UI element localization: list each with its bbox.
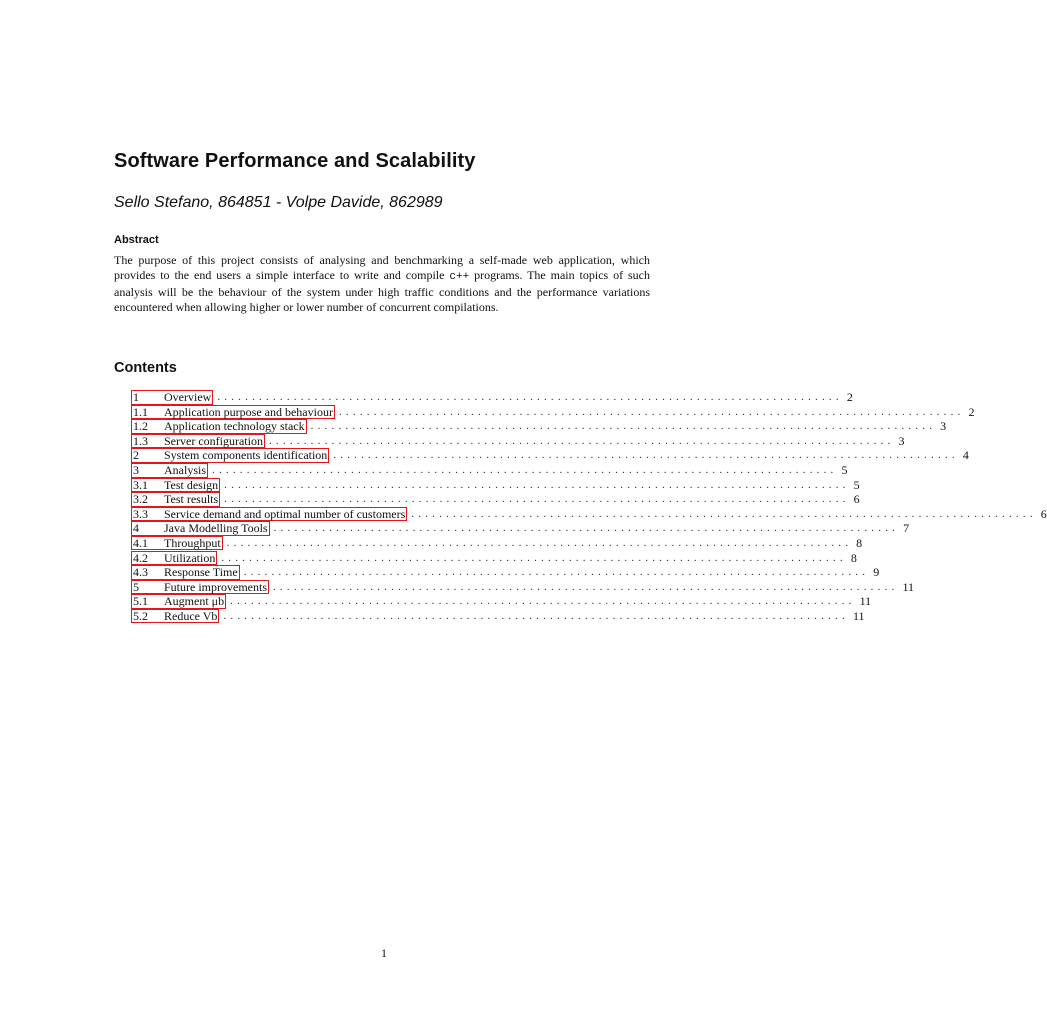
toc-entry-5[interactable] (132, 579, 915, 595)
toc-page-number: 8 (850, 550, 857, 565)
toc-entry-4-3[interactable] (132, 565, 880, 580)
toc-number: 3.3 (133, 506, 148, 521)
toc-page-number: 7 (903, 521, 910, 536)
abstract-text (114, 253, 650, 315)
toc-page-number: 3 (940, 419, 947, 434)
toc-page-number: 5 (841, 462, 848, 477)
toc-entry-5-1[interactable] (132, 594, 872, 609)
toc-label: Server configuration (164, 433, 263, 448)
toc-link-4-2[interactable] (131, 551, 217, 566)
toc-entry-2[interactable] (132, 448, 969, 463)
toc-label: Test design (164, 477, 219, 492)
toc-entry-4[interactable] (132, 521, 910, 536)
toc-page-number: 4 (962, 448, 969, 463)
toc-number: 5 (133, 579, 139, 594)
toc-label: Test results (164, 492, 219, 507)
toc-leader-dots: .......................................................................................... (224, 478, 850, 491)
toc-number: 5.2 (133, 608, 148, 623)
toc-link-4[interactable] (131, 521, 270, 536)
toc-page-number: 6 (853, 492, 860, 507)
toc-link-4-1[interactable] (131, 536, 223, 551)
toc-leader-dots: .......................................................................................... (310, 420, 937, 433)
toc-page-number: 11 (859, 594, 872, 609)
toc-leader-dots: .......................................................................................... (273, 522, 900, 535)
toc-entry-3-2[interactable] (132, 492, 860, 507)
toc-leader-dots: .......................................................................................... (243, 566, 870, 579)
contents-heading: Contents (114, 360, 177, 376)
toc-number: 1.1 (133, 404, 148, 419)
toc-leader-dots: .......................................................................................... (212, 463, 838, 476)
toc-label: Future improvements (164, 579, 267, 594)
toc-entry-1-3[interactable] (132, 433, 905, 449)
toc-number: 4.1 (133, 535, 148, 550)
toc-label: Overview (164, 390, 212, 404)
paper-title: Software Performance and Scalability (114, 150, 476, 172)
toc-entry-3[interactable] (132, 462, 848, 478)
toc-number: 4.3 (133, 565, 148, 580)
toc-link-4-3[interactable] (131, 565, 240, 580)
toc-number: 5.1 (133, 594, 148, 609)
toc-label: Utilization (164, 550, 216, 565)
toc-link-5-2[interactable] (131, 609, 219, 624)
toc-label: Analysis (164, 462, 206, 477)
toc-entry-3-3[interactable] (132, 506, 1047, 522)
toc-leader-dots: .......................................................................................... (333, 449, 959, 462)
footer-page-number: 1 (381, 946, 387, 960)
authors-line: Sello Stefano, 864851 - Volpe Davide, 862989 (114, 194, 443, 211)
table-of-contents (132, 390, 1047, 624)
abstract-heading: Abstract (114, 234, 159, 246)
toc-link-5-1[interactable] (131, 594, 226, 609)
toc-leader-dots: .......................................................................................... (272, 580, 899, 593)
toc-page-number: 2 (968, 404, 975, 419)
abstract-code-cpp: c++ (449, 271, 470, 283)
toc-label: Application technology stack (164, 419, 305, 434)
toc-label: Augment μb (164, 594, 225, 609)
toc-number: 3 (133, 462, 139, 477)
toc-number: 3.2 (133, 492, 148, 507)
toc-entry-1[interactable] (132, 390, 853, 405)
toc-label: System components identification (164, 448, 328, 463)
toc-leader-dots: .......................................................................................... (224, 493, 850, 506)
toc-leader-dots: .......................................................................................... (217, 391, 843, 403)
toc-link-2[interactable] (131, 448, 329, 463)
toc-number: 4.2 (133, 550, 148, 565)
toc-link-3[interactable] (131, 463, 208, 478)
toc-link-3-1[interactable] (131, 478, 220, 493)
toc-page-number: 5 (853, 477, 860, 492)
toc-entry-5-2[interactable] (132, 608, 865, 624)
toc-label: Response Time (164, 565, 238, 580)
toc-label: Service demand and optimal number of customers (164, 506, 406, 521)
toc-entry-1-1[interactable] (132, 404, 975, 420)
toc-number: 1.2 (133, 419, 148, 434)
toc-leader-dots: .......................................................................................... (226, 536, 853, 549)
toc-number: 1 (133, 390, 139, 404)
toc-entry-4-2[interactable] (132, 550, 857, 566)
toc-link-3-2[interactable] (131, 492, 220, 507)
toc-page-number: 8 (856, 535, 863, 550)
toc-entry-1-2[interactable] (132, 419, 947, 434)
toc-link-5[interactable] (131, 580, 269, 595)
toc-number: 2 (133, 448, 139, 463)
toc-label: Throughput (164, 535, 221, 550)
toc-link-1[interactable] (131, 390, 213, 405)
toc-page-number: 6 (1040, 506, 1047, 521)
toc-leader-dots: .......................................................................................... (221, 551, 847, 564)
toc-leader-dots: .......................................................................................... (411, 507, 1037, 520)
toc-page-number: 11 (852, 608, 865, 623)
toc-page-number: 9 (873, 565, 880, 580)
toc-label: Application purpose and behaviour (164, 404, 333, 419)
toc-link-3-3[interactable] (131, 507, 407, 522)
toc-number: 1.3 (133, 433, 148, 448)
toc-entry-3-1[interactable] (132, 477, 860, 493)
toc-label: Reduce Vb (164, 608, 218, 623)
toc-leader-dots: .......................................................................................... (338, 405, 965, 418)
toc-entry-4-1[interactable] (132, 535, 863, 551)
toc-leader-dots: .......................................................................................... (230, 595, 856, 608)
toc-number: 4 (133, 521, 139, 536)
toc-number: 3.1 (133, 477, 148, 492)
abstract-text-part-1: The purpose of this project consists of analysing and benchmarking a self-made web application, which provides to the end users a simple interface to write and compile (114, 253, 650, 282)
toc-leader-dots: .......................................................................................... (223, 609, 849, 622)
toc-link-1-2[interactable] (131, 419, 307, 434)
toc-label: Java Modelling Tools (164, 521, 268, 536)
toc-page-number: 3 (898, 433, 905, 448)
toc-link-1-3[interactable] (131, 434, 265, 449)
toc-link-1-1[interactable] (131, 405, 335, 420)
toc-leader-dots: .......................................................................................... (268, 434, 895, 447)
toc-page-number: 11 (902, 579, 915, 594)
abstract-text-part-2: programs. The main topics of such analysis will be the behaviour of the system under high traffic conditions and the performance variations encountered when allowing higher or lower number of concurrent compilations. (114, 268, 650, 314)
toc-page-number: 2 (846, 390, 853, 404)
